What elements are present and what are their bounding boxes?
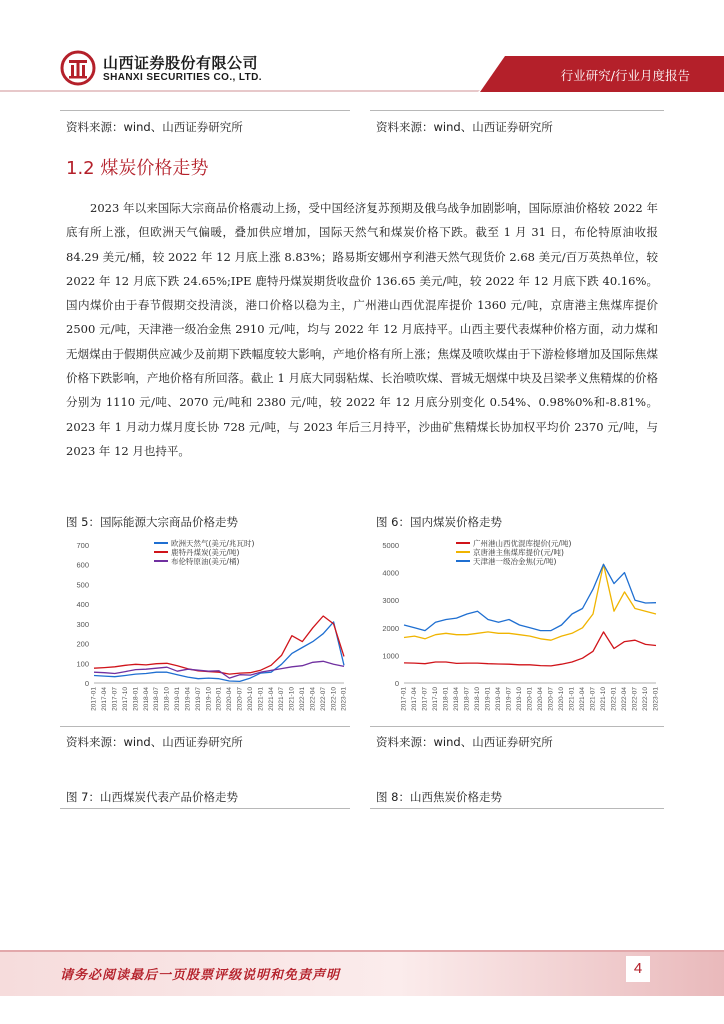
x-tick-label: 2018-07: [463, 687, 471, 711]
top-source-right: 资料来源：wind、山西证券研究所: [376, 120, 553, 134]
x-tick-label: 2018-01: [442, 687, 450, 711]
x-tick-label: 2022-04: [309, 687, 317, 711]
x-tick-label: 2022-07: [631, 687, 639, 711]
page-number: 4: [626, 956, 650, 982]
x-tick-label: 2020-04: [537, 687, 545, 711]
y-tick-label: 2000: [382, 623, 399, 633]
x-tick-label: 2022-01: [610, 687, 618, 711]
series-line-1: [404, 564, 656, 640]
x-tick-label: 2019-10: [516, 687, 524, 711]
figure-5-title: 图 5：国际能源大宗商品价格走势: [66, 515, 238, 529]
x-tick-label: 2019-04: [184, 687, 192, 711]
x-tick-label: 2021-10: [600, 687, 608, 711]
x-tick-label: 2021-01: [568, 687, 576, 711]
figure-6-source: 资料来源：wind、山西证券研究所: [376, 735, 553, 749]
series-line-2: [94, 661, 344, 678]
x-tick-label: 2020-04: [226, 687, 234, 711]
x-tick-label: 2019-04: [495, 687, 503, 711]
x-tick-label: 2018-10: [163, 687, 171, 711]
x-tick-label: 2022-04: [621, 687, 629, 711]
company-logo-icon: [60, 50, 96, 86]
x-tick-label: 2022-07: [319, 687, 327, 711]
x-tick-label: 2020-10: [558, 687, 566, 711]
y-tick-label: 1000: [382, 651, 399, 661]
top-source-left: 资料来源：wind、山西证券研究所: [66, 120, 243, 134]
page-header: [0, 0, 724, 95]
figure-5-source: 资料来源：wind、山西证券研究所: [66, 735, 243, 749]
x-tick-label: 2021-07: [589, 687, 597, 711]
x-tick-label: 2017-01: [400, 687, 408, 711]
x-tick-label: 2020-10: [246, 687, 254, 711]
y-tick-label: 300: [76, 619, 89, 629]
x-tick-label: 2022-10: [642, 687, 650, 711]
body-paragraph: 2023 年以来国际大宗商品价格震动上扬，受中国经济复苏预期及俄乌战争加剧影响，国际原油价格较 2022 年底有所上涨，但欧洲天气偏暖，叠加供应增加，国际天然气和煤炭价格下跌。截至 1 月 31 日，布伦特原油收报 84.29 美元/桶，较 2022 年 12 月底上涨 8.83%；路易斯安娜州亨利港天然气现货价 2.68 美元/百万英热单位，较 2022 年 12 月底下跌 24.65%;IPE 鹿特丹煤炭期货收盘价 136.65 美元/吨，较 2022 年 12 月底下跌 40.16%。国内煤价由于春节假期交投清淡，港口价格以稳为主，广州港山西优混库提价 1360 元/吨，京唐港主焦煤库提价 2500 元/吨，天津港一级冶金焦 2910 元/吨，均与 2022 年 12 月底持平。山西主要代表煤种价格方面，动力煤和无烟煤由于假期供应减少及前期下跌幅度较大影响，产地价格有所上涨；焦煤及喷吹煤由于下游检修增加及国际焦煤价格下跌影响，产地价格有所回落。截止 1 月底大同弱粘煤、长治喷吹煤、晋城无烟煤中块及吕梁孝义焦精煤的价格分别为 1110 元/吨、2070 元/吨和 2380 元/吨，较 2022 年 12 月底分别变化 0.54%、0.98%0%和-8.81%。2023 年 1 月动力煤月度长协 728 元/吨，与 2023 年后三月持平，沙曲矿焦精煤长协加权平均价 2370 元/吨，与 2023 年 12 月也持平。: [66, 201, 658, 458]
x-tick-label: 2018-10: [474, 687, 482, 711]
y-tick-label: 4000: [382, 568, 399, 578]
fig8-rule: [370, 808, 664, 809]
top-rule-left: [60, 110, 350, 111]
x-tick-label: 2021-07: [278, 687, 286, 711]
x-tick-label: 2019-07: [505, 687, 513, 711]
x-tick-label: 2023-01: [340, 687, 348, 711]
x-tick-label: 2017-07: [111, 687, 119, 711]
x-tick-label: 2017-04: [101, 687, 109, 711]
figure-5-chart: [60, 533, 352, 723]
y-tick-label: 100: [76, 659, 89, 669]
x-tick-label: 2017-01: [90, 687, 98, 711]
x-tick-label: 2017-04: [411, 687, 419, 711]
x-tick-label: 2019-01: [174, 687, 182, 711]
legend-label-0: 广州港山西优混库提价(元/吨): [473, 539, 572, 548]
x-tick-label: 2021-04: [579, 687, 587, 711]
x-tick-label: 2017-10: [432, 687, 440, 711]
y-tick-label: 3000: [382, 596, 399, 606]
mid-rule-left: [60, 726, 350, 727]
figure-6-title: 图 6：国内煤炭价格走势: [376, 515, 502, 529]
x-tick-label: 2018-07: [153, 687, 161, 711]
x-tick-label: 2018-01: [132, 687, 140, 711]
x-tick-label: 2020-07: [547, 687, 555, 711]
x-tick-label: 2021-04: [267, 687, 275, 711]
x-tick-label: 2018-04: [142, 687, 150, 711]
figure-6-chart: [370, 533, 664, 723]
x-tick-label: 2017-10: [121, 687, 129, 711]
mid-rule-right: [370, 726, 664, 727]
y-tick-label: 200: [76, 639, 89, 649]
x-tick-label: 2020-01: [526, 687, 534, 711]
x-tick-label: 2021-10: [288, 687, 296, 711]
x-tick-label: 2020-01: [215, 687, 223, 711]
y-tick-label: 700: [76, 541, 89, 550]
x-tick-label: 2020-07: [236, 687, 244, 711]
legend-label-0: 欧洲天然气(美元/兆瓦时): [171, 539, 255, 548]
x-tick-label: 2018-04: [453, 687, 461, 711]
y-tick-label: 500: [76, 580, 89, 590]
legend-label-2: 天津港一级冶金焦(元/吨): [473, 557, 557, 566]
fig7-rule: [60, 808, 350, 809]
y-tick-label: 0: [84, 679, 89, 688]
y-tick-label: 400: [76, 600, 89, 610]
y-tick-label: 5000: [382, 541, 399, 550]
x-tick-label: 2019-01: [484, 687, 492, 711]
top-rule-right: [370, 110, 664, 111]
y-tick-label: 0: [394, 679, 399, 688]
series-line-0: [404, 632, 656, 666]
y-tick-label: 600: [76, 560, 89, 570]
x-tick-label: 2022-10: [330, 687, 338, 711]
company-name-cn: 山西证券股份有限公司: [103, 54, 259, 72]
x-tick-label: 2022-01: [299, 687, 307, 711]
x-tick-label: 2019-07: [194, 687, 202, 711]
x-tick-label: 2019-10: [205, 687, 213, 711]
footer-disclaimer: 请务必阅读最后一页股票评级说明和免责声明: [60, 968, 341, 983]
figure-7-title: 图 7：山西煤炭代表产品价格走势: [66, 790, 238, 804]
x-tick-label: 2021-01: [257, 687, 265, 711]
report-type-label: 行业研究/行业月度报告: [560, 68, 690, 83]
series-line-2: [404, 564, 656, 630]
section-heading: 1.2 煤炭价格走势: [66, 158, 209, 179]
figure-8-title: 图 8：山西焦炭价格走势: [376, 790, 502, 804]
x-tick-label: 2017-07: [421, 687, 429, 711]
company-name-en: SHANXI SECURITIES CO., LTD.: [103, 72, 262, 83]
legend-label-2: 布伦特原油(美元/桶): [171, 557, 240, 566]
x-tick-label: 2023-01: [652, 687, 660, 711]
legend-label-1: 鹿特丹煤炭(美元/吨): [171, 548, 240, 557]
legend-label-1: 京唐港主焦煤库提价(元/吨): [473, 548, 564, 557]
